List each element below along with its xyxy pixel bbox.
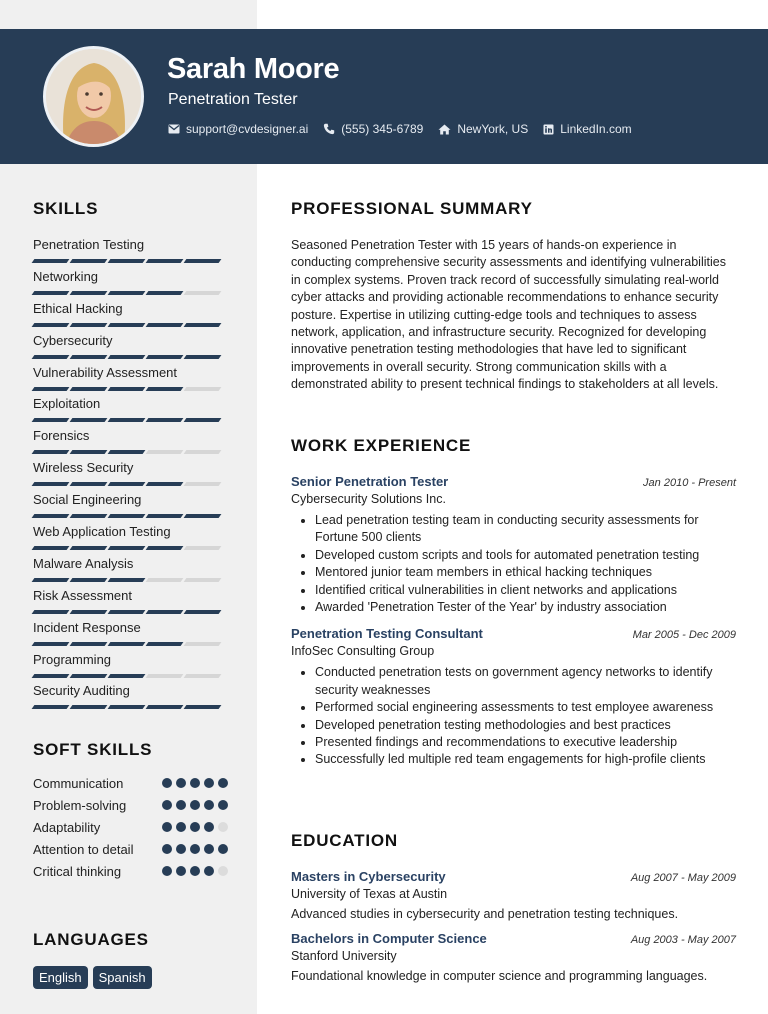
skill-level-bars bbox=[33, 705, 223, 709]
skill-level-segment bbox=[146, 514, 184, 518]
skill-level-segment bbox=[70, 291, 108, 295]
skill-level-segment bbox=[146, 642, 184, 646]
soft-skill-item bbox=[33, 797, 228, 814]
contact-linkedin[interactable] bbox=[543, 122, 631, 136]
home-icon bbox=[438, 124, 451, 135]
skill-level-bars bbox=[33, 387, 223, 391]
skill-level-segment bbox=[184, 610, 222, 614]
skills-list bbox=[33, 236, 223, 714]
skill-level-segment bbox=[70, 578, 108, 582]
skill-level-bars bbox=[33, 674, 223, 678]
language-badge: English bbox=[33, 966, 88, 989]
skill-level-segment bbox=[108, 259, 146, 263]
soft-skill-level-dot bbox=[176, 822, 186, 832]
degree-dates: Aug 2003 - May 2007 bbox=[630, 934, 736, 947]
profile-photo bbox=[43, 46, 144, 147]
summary-heading: PROFESSIONAL SUMMARY bbox=[291, 199, 533, 218]
education-entry bbox=[291, 869, 736, 923]
skill-level-segment bbox=[184, 482, 222, 486]
candidate-title: Penetration Tester bbox=[168, 91, 298, 108]
skill-level-segment bbox=[108, 705, 146, 709]
job-company: Cybersecurity Solutions Inc. bbox=[291, 492, 446, 506]
skill-level-segment bbox=[70, 418, 108, 422]
skill-level-segment bbox=[184, 355, 222, 359]
skill-item bbox=[33, 619, 223, 651]
skill-level-segment bbox=[70, 674, 108, 678]
job-bullet: Successfully led multiple red team engagements for high-profile clients bbox=[291, 751, 736, 768]
contact-email-text: support@cvdesigner.ai bbox=[186, 122, 309, 136]
skill-level-segment bbox=[108, 323, 146, 327]
skill-level-segment bbox=[184, 259, 222, 263]
skill-level-segment bbox=[184, 387, 222, 391]
skill-level-segment bbox=[108, 610, 146, 614]
soft-skill-level-dots bbox=[162, 778, 228, 788]
soft-skill-level-dot bbox=[218, 844, 228, 854]
skill-name: Vulnerability Assessment bbox=[33, 364, 178, 380]
skill-level-segment bbox=[32, 642, 70, 646]
skill-level-segment bbox=[32, 418, 70, 422]
skill-level-bars bbox=[33, 642, 223, 646]
soft-skill-level-dot bbox=[218, 800, 228, 810]
skill-level-segment bbox=[70, 610, 108, 614]
skill-item bbox=[33, 491, 223, 523]
job-bullet: Lead penetration testing team in conducting security assessments for Fortune 500 clients bbox=[291, 512, 736, 547]
skill-level-segment bbox=[32, 482, 70, 486]
language-badge: Spanish bbox=[93, 966, 152, 989]
experience-section bbox=[291, 436, 736, 769]
contact-email[interactable] bbox=[168, 122, 308, 136]
skill-level-segment bbox=[70, 323, 108, 327]
skill-name: Cybersecurity bbox=[33, 332, 113, 348]
skill-level-segment bbox=[108, 578, 146, 582]
soft-skill-level-dots bbox=[162, 866, 228, 876]
skill-level-segment bbox=[184, 514, 222, 518]
contact-list bbox=[168, 122, 647, 136]
soft-skill-level-dot bbox=[162, 866, 172, 876]
soft-skill-level-dots bbox=[162, 800, 228, 810]
soft-skill-name: Attention to detail bbox=[33, 842, 134, 857]
skill-name: Programming bbox=[33, 651, 112, 667]
skill-level-segment bbox=[184, 642, 222, 646]
skill-item bbox=[33, 332, 223, 364]
skill-level-segment bbox=[146, 578, 184, 582]
languages-list bbox=[33, 966, 152, 989]
soft-skill-name: Adaptability bbox=[33, 820, 101, 835]
experience-heading: WORK EXPERIENCE bbox=[291, 436, 472, 455]
soft-skill-level-dot bbox=[204, 800, 214, 810]
skill-item bbox=[33, 236, 223, 268]
contact-location bbox=[438, 122, 528, 136]
soft-skill-level-dot bbox=[218, 866, 228, 876]
skill-item bbox=[33, 427, 223, 459]
skill-name: Forensics bbox=[33, 428, 90, 444]
soft-skill-level-dot bbox=[204, 844, 214, 854]
skill-level-segment bbox=[108, 450, 146, 454]
skill-item bbox=[33, 300, 223, 332]
skill-level-bars bbox=[33, 610, 223, 614]
skill-name: Networking bbox=[33, 268, 99, 284]
soft-skill-level-dot bbox=[190, 778, 200, 788]
soft-skill-level-dot bbox=[176, 866, 186, 876]
skill-level-segment bbox=[146, 291, 184, 295]
skill-level-segment bbox=[184, 674, 222, 678]
school-name: Stanford University bbox=[291, 949, 397, 964]
degree-title: Bachelors in Computer Science bbox=[291, 931, 487, 947]
skill-level-bars bbox=[33, 578, 223, 582]
degree-dates: Aug 2007 - May 2009 bbox=[630, 872, 736, 884]
skill-name: Web Application Testing bbox=[33, 524, 171, 540]
job-bullet: Conducted penetration tests on government agency networks to identify security weaknesses bbox=[291, 664, 736, 699]
languages-heading: LANGUAGES bbox=[33, 930, 149, 949]
skill-level-segment bbox=[32, 291, 70, 295]
job-company: InfoSec Consulting Group bbox=[291, 644, 435, 659]
job-bullet: Developed penetration testing methodologies and best practices bbox=[291, 717, 736, 734]
skill-level-segment bbox=[184, 418, 222, 422]
skill-level-segment bbox=[70, 450, 108, 454]
soft-skill-item bbox=[33, 775, 228, 792]
soft-skill-level-dot bbox=[218, 822, 228, 832]
skill-level-segment bbox=[108, 642, 146, 646]
job-bullets bbox=[291, 512, 736, 616]
skill-level-segment bbox=[146, 610, 184, 614]
soft-skill-level-dot bbox=[176, 778, 186, 788]
soft-skill-level-dots bbox=[162, 822, 228, 832]
job-entry bbox=[291, 626, 736, 768]
skill-level-segment bbox=[146, 418, 184, 422]
skill-level-segment bbox=[32, 546, 70, 550]
skill-level-segment bbox=[32, 705, 70, 709]
skill-level-segment bbox=[146, 387, 184, 391]
soft-skill-item bbox=[33, 863, 228, 880]
soft-skill-item bbox=[33, 819, 228, 836]
soft-skill-level-dots bbox=[162, 844, 228, 854]
skill-level-segment bbox=[70, 259, 108, 263]
job-bullet: Awarded 'Penetration Tester of the Year' by industry association bbox=[291, 599, 736, 616]
skill-level-segment bbox=[70, 514, 108, 518]
education-heading: EDUCATION bbox=[291, 831, 398, 850]
skill-item bbox=[33, 651, 223, 683]
soft-skill-level-dot bbox=[162, 778, 172, 788]
skill-level-bars bbox=[33, 323, 223, 327]
skill-level-segment bbox=[32, 578, 70, 582]
skill-level-segment bbox=[32, 450, 70, 454]
skill-level-segment bbox=[32, 259, 70, 263]
skill-level-segment bbox=[32, 387, 70, 391]
soft-skill-level-dot bbox=[162, 844, 172, 854]
skill-item bbox=[33, 395, 223, 427]
degree-description: Advanced studies in cybersecurity and penetration testing techniques. bbox=[291, 907, 679, 921]
skill-item bbox=[33, 523, 223, 555]
soft-skills-list bbox=[33, 775, 228, 885]
job-title: Senior Penetration Tester bbox=[291, 474, 449, 489]
education-section bbox=[291, 831, 736, 986]
soft-skill-name: Communication bbox=[33, 776, 124, 791]
soft-skill-level-dot bbox=[218, 778, 228, 788]
soft-skill-name: Problem-solving bbox=[33, 798, 127, 813]
skill-level-segment bbox=[108, 674, 146, 678]
envelope-icon bbox=[168, 124, 180, 134]
skill-name: Security Auditing bbox=[33, 683, 130, 699]
skill-level-segment bbox=[32, 355, 70, 359]
job-bullet: Mentored junior team members in ethical hacking techniques bbox=[291, 564, 736, 581]
skill-level-segment bbox=[32, 610, 70, 614]
job-bullet: Identified critical vulnerabilities in client networks and applications bbox=[291, 582, 736, 599]
phone-icon bbox=[323, 123, 335, 135]
skill-level-segment bbox=[184, 578, 222, 582]
skill-item bbox=[33, 364, 223, 396]
skill-item bbox=[33, 555, 223, 587]
skill-level-segment bbox=[70, 387, 108, 391]
skill-level-segment bbox=[146, 705, 184, 709]
skill-level-segment bbox=[108, 546, 146, 550]
contact-phone[interactable] bbox=[323, 122, 423, 136]
contact-phone-text: (555) 345-6789 bbox=[341, 122, 424, 136]
school-name: University of Texas at Austin bbox=[291, 887, 448, 901]
header-banner bbox=[0, 29, 768, 164]
job-dates: Mar 2005 - Dec 2009 bbox=[632, 629, 736, 642]
skill-name: Penetration Testing bbox=[33, 237, 145, 252]
candidate-name: Sarah Moore bbox=[167, 53, 340, 85]
job-bullet: Developed custom scripts and tools for automated penetration testing bbox=[291, 547, 736, 564]
job-dates: Jan 2010 - Present bbox=[643, 477, 736, 489]
skill-level-bars bbox=[33, 450, 223, 454]
skill-level-bars bbox=[33, 259, 223, 263]
skill-level-segment bbox=[184, 705, 222, 709]
soft-skill-level-dot bbox=[190, 800, 200, 810]
soft-skill-level-dot bbox=[162, 800, 172, 810]
summary-text: Seasoned Penetration Tester with 15 years of hands-on experience in conducting comprehensive security assessments and identifying vulnerabilities in complex systems. Proven track record of successfully simulating real-world cyber attacks and providing actionable recommendations to enhance security posture. Expertise in utilizing cutting-edge tools and techniques to assess network, application, and infrastructure security. Recognized for developing innovative penetration testing methodologies that have led to significant improvements in overall security. Strong communication skills with a demonstrated ability to present technical findings to stakeholders at all levels. bbox=[291, 238, 726, 392]
skill-level-segment bbox=[70, 482, 108, 486]
skill-level-bars bbox=[33, 546, 223, 550]
skill-name: Social Engineering bbox=[33, 492, 142, 508]
skill-level-segment bbox=[32, 323, 70, 327]
degree-description: Foundational knowledge in computer science and programming languages. bbox=[291, 969, 708, 984]
skill-item bbox=[33, 268, 223, 300]
skill-level-segment bbox=[146, 323, 184, 327]
soft-skills-heading: SOFT SKILLS bbox=[33, 740, 153, 759]
skill-level-segment bbox=[184, 546, 222, 550]
skill-level-segment bbox=[146, 259, 184, 263]
skill-level-segment bbox=[146, 450, 184, 454]
skill-level-segment bbox=[108, 291, 146, 295]
skill-name: Malware Analysis bbox=[33, 555, 134, 571]
skill-level-segment bbox=[108, 418, 146, 422]
soft-skill-level-dot bbox=[190, 822, 200, 832]
education-entry bbox=[291, 931, 736, 985]
skill-level-segment bbox=[70, 546, 108, 550]
skill-level-segment bbox=[146, 546, 184, 550]
skill-level-segment bbox=[108, 387, 146, 391]
contact-location-text: NewYork, US bbox=[457, 122, 529, 136]
soft-skill-level-dot bbox=[190, 844, 200, 854]
soft-skill-level-dot bbox=[190, 866, 200, 876]
skill-level-segment bbox=[184, 291, 222, 295]
skill-item bbox=[33, 587, 223, 619]
degree-title: Masters in Cybersecurity bbox=[291, 869, 446, 884]
soft-skill-item bbox=[33, 841, 228, 858]
skill-level-segment bbox=[146, 482, 184, 486]
skill-level-segment bbox=[146, 355, 184, 359]
skill-name: Exploitation bbox=[33, 396, 101, 412]
soft-skill-level-dot bbox=[176, 800, 186, 810]
skill-level-segment bbox=[146, 674, 184, 678]
skill-level-segment bbox=[32, 674, 70, 678]
soft-skill-level-dot bbox=[204, 866, 214, 876]
soft-skill-level-dot bbox=[204, 778, 214, 788]
skill-level-segment bbox=[184, 323, 222, 327]
skill-level-segment bbox=[108, 355, 146, 359]
skill-level-bars bbox=[33, 514, 223, 518]
skill-name: Incident Response bbox=[33, 619, 141, 635]
job-bullet: Performed social engineering assessments to test employee awareness bbox=[291, 699, 736, 716]
soft-skill-level-dot bbox=[204, 822, 214, 832]
skill-name: Risk Assessment bbox=[33, 587, 132, 603]
job-bullet: Presented findings and recommendations to executive leadership bbox=[291, 734, 736, 751]
skill-level-segment bbox=[32, 514, 70, 518]
skill-level-segment bbox=[184, 450, 222, 454]
summary-section bbox=[291, 199, 736, 394]
skills-heading: SKILLS bbox=[33, 199, 99, 218]
soft-skill-name: Critical thinking bbox=[33, 864, 122, 879]
skill-level-bars bbox=[33, 291, 223, 295]
skill-level-segment bbox=[108, 514, 146, 518]
skill-level-segment bbox=[70, 705, 108, 709]
soft-skill-level-dot bbox=[176, 844, 186, 854]
skill-name: Ethical Hacking bbox=[33, 300, 123, 316]
skill-name: Wireless Security bbox=[33, 460, 134, 476]
skill-item bbox=[33, 459, 223, 491]
job-title: Penetration Testing Consultant bbox=[291, 626, 483, 642]
job-bullets bbox=[291, 664, 736, 768]
skill-level-segment bbox=[70, 642, 108, 646]
soft-skill-level-dot bbox=[162, 822, 172, 832]
skill-level-segment bbox=[108, 482, 146, 486]
skill-level-bars bbox=[33, 355, 223, 359]
contact-linkedin-text: LinkedIn.com bbox=[560, 122, 632, 136]
skill-level-bars bbox=[33, 418, 223, 422]
skill-level-bars bbox=[33, 482, 223, 486]
skill-item bbox=[33, 682, 223, 714]
linkedin-icon bbox=[543, 124, 554, 135]
job-entry bbox=[291, 474, 736, 616]
skill-level-segment bbox=[70, 355, 108, 359]
